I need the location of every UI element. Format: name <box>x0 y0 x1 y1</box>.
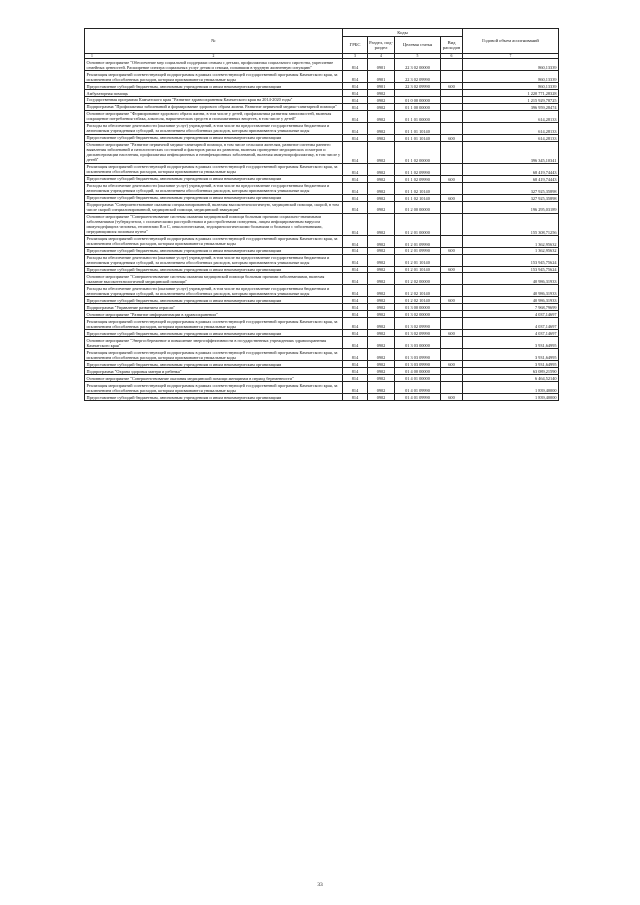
row-section-code: 0902 <box>368 285 395 297</box>
row-description: Реализация мероприятий соответствующей подпрограммы в рамках соответствующей государственной программы Камчатского края, за исключением обособленных расходов, которым присваиваются уникальные коды <box>85 349 343 361</box>
row-target-article: 01 1 01 00000 <box>395 110 441 122</box>
row-amount: 40 986,31933 <box>463 285 559 297</box>
row-amount: 1 362,95632 <box>463 235 559 247</box>
table-row <box>85 273 559 285</box>
row-section-code: 0902 <box>368 96 395 103</box>
row-description: Предоставление субсидий бюджетным, автономным учреждениям и иным некоммерческим организациям <box>85 82 343 89</box>
column-number-4: 4 <box>368 54 395 59</box>
row-amount: 7 968,79699 <box>463 304 559 311</box>
table-row <box>85 254 559 266</box>
row-grbs-code: 814 <box>343 304 368 311</box>
row-section-code: 0902 <box>368 103 395 110</box>
row-amount: 6 464,52140 <box>463 375 559 382</box>
row-section-code: 0902 <box>368 273 395 285</box>
row-grbs-code: 814 <box>343 141 368 163</box>
table-row <box>85 122 559 134</box>
row-expense-type <box>441 337 463 349</box>
row-description: Расходы на обеспечение деятельности (оказание услуг) учреждений, в том числе на предоставление государственным бюджетным и автономным учреждениям субсидий, за исключением обособленных расходов, которым присваиваются уникальные коды <box>85 254 343 266</box>
row-amount: 396 345,10341 <box>463 141 559 163</box>
budget-table-sheet <box>84 28 558 401</box>
row-section-code: 0902 <box>368 213 395 235</box>
row-expense-type <box>441 318 463 330</box>
row-section-code: 0902 <box>368 318 395 330</box>
row-target-article: 01 2 01 00000 <box>395 213 441 235</box>
row-target-article: 01 3 02 09990 <box>395 330 441 337</box>
row-section-code: 0901 <box>368 82 395 89</box>
row-section-code: 0902 <box>368 182 395 194</box>
row-target-article: 01 1 01 10140 <box>395 134 441 141</box>
table-row <box>85 349 559 361</box>
row-expense-type <box>441 163 463 175</box>
row-grbs-code: 814 <box>343 89 368 96</box>
row-amount: 614,28133 <box>463 110 559 122</box>
row-expense-type: 600 <box>441 175 463 182</box>
row-section-code: 0902 <box>368 297 395 304</box>
row-grbs-code: 814 <box>343 266 368 273</box>
row-target-article: 01 3 00 00000 <box>395 304 441 311</box>
row-expense-type: 600 <box>441 247 463 254</box>
column-number-3: 3 <box>343 54 368 59</box>
row-description: Предоставление субсидий бюджетным, автономным учреждениям и иным некоммерческим организациям <box>85 175 343 182</box>
table-row <box>85 393 559 400</box>
row-description: Предоставление субсидий бюджетным, автономным учреждениям и иным некоммерческим организациям <box>85 297 343 304</box>
row-expense-type <box>441 182 463 194</box>
row-description: Предоставление субсидий бюджетным, автономным учреждениям и иным некоммерческим организациям <box>85 134 343 141</box>
row-amount: 196 295,03189 <box>463 201 559 213</box>
row-amount: 153 945,75624 <box>463 266 559 273</box>
column-number-1: 1 <box>91 54 93 58</box>
table-row <box>85 213 559 235</box>
row-description: Предоставление субсидий бюджетным, автономным учреждениям и иным некоммерческим организациям <box>85 330 343 337</box>
row-grbs-code: 814 <box>343 285 368 297</box>
row-description: Основное мероприятие "Формирование здорового образа жизни, в том числе у детей, профилактика развития зависимостей, включая сокращение потребления табака, алкоголя, наркотических средств и психоактивных веществ, в том числе у детей" <box>85 110 343 122</box>
row-grbs-code: 814 <box>343 122 368 134</box>
table-row <box>85 235 559 247</box>
row-grbs-code: 814 <box>343 235 368 247</box>
column-number-7: 7 <box>463 54 559 59</box>
table-row <box>85 247 559 254</box>
row-target-article: 01 2 01 09990 <box>395 247 441 254</box>
row-description: Реализация мероприятий соответствующей подпрограммы в рамках соответствующей государственной программы Камчатского края, за исключением обособленных расходов, которым присваиваются уникальные коды <box>85 163 343 175</box>
row-section-code: 0902 <box>368 175 395 182</box>
row-description: Основное мероприятие "Развитие первичной медико-санитарной помощи, в том числе сельским жителям, развитие системы раннего выявления заболеваний и патологических состояний и факторов риска их развития, включая проведение медицинских осмотров и диспансеризации населения, профилактика инфекционных и неинфекционных заболеваний, включая иммунопрофилактику, в том числе у детей" <box>85 141 343 163</box>
row-expense-type: 600 <box>441 297 463 304</box>
row-amount: 327 925,35898 <box>463 194 559 201</box>
header-section: Раздел, под-раздел <box>368 37 395 54</box>
row-expense-type <box>441 235 463 247</box>
row-amount: 1 215 929,78725 <box>463 96 559 103</box>
row-section-code: 0902 <box>368 194 395 201</box>
header-expense-type: Вид расходов <box>441 37 463 54</box>
row-amount: 614,28133 <box>463 122 559 134</box>
row-section-code: 0902 <box>368 311 395 318</box>
row-amount: 68 419,74443 <box>463 163 559 175</box>
row-section-code: 0901 <box>368 70 395 82</box>
header-codes: Коды <box>343 29 463 37</box>
row-grbs-code: 814 <box>343 175 368 182</box>
row-grbs-code: 814 <box>343 194 368 201</box>
column-number-1-2 <box>85 54 343 59</box>
row-target-article <box>395 89 441 96</box>
row-expense-type <box>441 311 463 318</box>
row-grbs-code: 814 <box>343 254 368 266</box>
row-target-article: 01 3 02 00000 <box>395 311 441 318</box>
row-expense-type: 600 <box>441 82 463 89</box>
row-section-code: 0902 <box>368 141 395 163</box>
row-amount: 1 220 771,28328 <box>463 89 559 96</box>
table-row <box>85 304 559 311</box>
table-row <box>85 337 559 349</box>
row-amount: 327 925,35898 <box>463 182 559 194</box>
row-target-article: 01 3 03 09990 <box>395 361 441 368</box>
table-row <box>85 361 559 368</box>
row-grbs-code: 814 <box>343 337 368 349</box>
header-annual-volume: Годовой объем ассигнований <box>463 29 559 54</box>
page-number: 33 <box>317 882 323 888</box>
row-description: Основное мероприятие "Совершенствование системы оказания медицинской помощи больным прочими заболеваниями, включая оказание высокотехнологичной медицинской помощи" <box>85 273 343 285</box>
table-row <box>85 285 559 297</box>
row-target-article: 01 2 00 00000 <box>395 201 441 213</box>
row-amount: 155 308,71256 <box>463 213 559 235</box>
table-row <box>85 59 559 71</box>
row-section-code: 0902 <box>368 110 395 122</box>
column-number-5: 5 <box>395 54 441 59</box>
row-target-article: 22 3 02 09990 <box>395 70 441 82</box>
row-expense-type <box>441 285 463 297</box>
table-row <box>85 297 559 304</box>
row-description: Основное мероприятие "Энергосбережение и повышение энергоэффективности в государственных учреждениях здравоохранения Камчатского края" <box>85 337 343 349</box>
table-row <box>85 194 559 201</box>
row-expense-type <box>441 273 463 285</box>
row-description: Реализация мероприятий соответствующей подпрограммы в рамках соответствующей государственной программы Камчатского края, за исключением обособленных расходов, которым присваиваются уникальные коды <box>85 381 343 393</box>
row-target-article: 22 3 02 09990 <box>395 82 441 89</box>
row-expense-type <box>441 381 463 393</box>
row-grbs-code: 814 <box>343 247 368 254</box>
row-grbs-code: 814 <box>343 110 368 122</box>
row-section-code: 0902 <box>368 247 395 254</box>
row-grbs-code: 814 <box>343 297 368 304</box>
row-section-code: 0902 <box>368 235 395 247</box>
row-target-article: 01 2 01 10140 <box>395 254 441 266</box>
row-target-article: 01 2 02 10140 <box>395 297 441 304</box>
row-target-article: 01 1 00 00000 <box>395 103 441 110</box>
row-expense-type <box>441 213 463 235</box>
row-amount: 3 931,64995 <box>463 349 559 361</box>
row-description: Предоставление субсидий бюджетным, автономным учреждениям и иным некоммерческим организациям <box>85 361 343 368</box>
row-target-article: 22 3 02 00000 <box>395 59 441 71</box>
row-section-code: 0902 <box>368 361 395 368</box>
row-amount: 1 839,40000 <box>463 381 559 393</box>
header-number: № <box>85 29 343 54</box>
column-number-6: 6 <box>441 54 463 59</box>
row-grbs-code: 814 <box>343 393 368 400</box>
row-description: Подпрограмма "Управление развитием отрасли" <box>85 304 343 311</box>
row-section-code: 0901 <box>368 59 395 71</box>
row-grbs-code: 814 <box>343 318 368 330</box>
row-grbs-code: 814 <box>343 330 368 337</box>
row-description: Подпрограмма "Охрана здоровья матери и ребенка" <box>85 368 343 375</box>
table-row <box>85 318 559 330</box>
row-grbs-code: 814 <box>343 59 368 71</box>
row-description: Предоставление субсидий бюджетным, автономным учреждениям и иным некоммерческим организациям <box>85 393 343 400</box>
row-section-code: 0902 <box>368 254 395 266</box>
row-description: Реализация мероприятий соответствующей подпрограммы в рамках соответствующей государственной программы Камчатского края, за исключением обособленных расходов, которым присваиваются уникальные коды <box>85 318 343 330</box>
row-target-article: 01 4 01 09990 <box>395 393 441 400</box>
row-target-article: 01 0 00 00000 <box>395 96 441 103</box>
row-amount: 4 037,14697 <box>463 318 559 330</box>
row-expense-type: 600 <box>441 194 463 201</box>
row-expense-type <box>441 368 463 375</box>
row-amount: 860,13339 <box>463 70 559 82</box>
row-expense-type <box>441 59 463 71</box>
row-target-article: 01 2 01 10140 <box>395 266 441 273</box>
row-target-article: 01 1 02 00000 <box>395 141 441 163</box>
row-amount: 3 931,64995 <box>463 361 559 368</box>
row-amount: 4 037,14697 <box>463 311 559 318</box>
row-section-code: 0902 <box>368 122 395 134</box>
row-grbs-code: 814 <box>343 163 368 175</box>
table-row <box>85 96 559 103</box>
table-row <box>85 368 559 375</box>
table-row <box>85 175 559 182</box>
row-description: Подпрограмма "Совершенствование оказания специализированной, включая высокотехнологичную, медицинской помощи, скорой, в том числе скорой специализированной, медицинской помощи, медицинской эвакуации" <box>85 201 343 213</box>
column-number-2: 2 <box>212 54 215 58</box>
row-section-code: 0902 <box>368 381 395 393</box>
row-amount: 63 089,21590 <box>463 368 559 375</box>
table-row <box>85 134 559 141</box>
row-amount: 860,13339 <box>463 82 559 89</box>
row-section-code: 0902 <box>368 337 395 349</box>
table-row <box>85 375 559 382</box>
row-grbs-code: 814 <box>343 368 368 375</box>
row-target-article: 01 1 01 10140 <box>395 122 441 134</box>
row-description: Предоставление субсидий бюджетным, автономным учреждениям и иным некоммерческим организациям <box>85 247 343 254</box>
row-grbs-code: 814 <box>343 213 368 235</box>
row-section-code: 0902 <box>368 201 395 213</box>
table-row <box>85 103 559 110</box>
row-grbs-code: 814 <box>343 70 368 82</box>
row-section-code: 0902 <box>368 134 395 141</box>
row-section-code: 0902 <box>368 349 395 361</box>
row-description: Основное мероприятие "Совершенствование системы оказания медицинской помощи больным прочими социально-значимыми заболеваниями (туберкулезом, с психическими расстройствами и расстройствами поведения, лицам инфицированным вирусом иммунодефицита человека, гепатитами В и С, онкологическими, эндокринологическими больными и больным с заболеваниями, передающимися половым путем" <box>85 213 343 235</box>
row-expense-type <box>441 254 463 266</box>
row-amount: 68 419,74443 <box>463 175 559 182</box>
row-expense-type <box>441 375 463 382</box>
row-amount: 614,28133 <box>463 134 559 141</box>
row-grbs-code: 814 <box>343 103 368 110</box>
table-row <box>85 266 559 273</box>
row-section-code: 0902 <box>368 368 395 375</box>
budget-table <box>84 28 559 401</box>
row-grbs-code: 814 <box>343 349 368 361</box>
row-amount: 396 959,28474 <box>463 103 559 110</box>
row-expense-type <box>441 304 463 311</box>
row-expense-type: 600 <box>441 134 463 141</box>
row-amount: 1 362,95632 <box>463 247 559 254</box>
row-description: Расходы на обеспечение деятельности (оказание услуг) учреждений, в том числе на предоставление государственным бюджетным и автономным учреждениям субсидий, за исключением обособленных расходов, которым присваиваются уникальные коды <box>85 182 343 194</box>
row-target-article: 01 4 01 00000 <box>395 375 441 382</box>
row-amount: 3 931,64995 <box>463 337 559 349</box>
row-description: Предоставление субсидий бюджетным, автономным учреждениям и иным некоммерческим организациям <box>85 194 343 201</box>
row-expense-type <box>441 201 463 213</box>
row-target-article: 01 4 00 00000 <box>395 368 441 375</box>
row-target-article: 01 1 02 09990 <box>395 175 441 182</box>
row-expense-type: 600 <box>441 330 463 337</box>
row-section-code: 0902 <box>368 266 395 273</box>
row-amount: 153 945,75624 <box>463 254 559 266</box>
row-expense-type <box>441 122 463 134</box>
table-row <box>85 89 559 96</box>
row-expense-type: 600 <box>441 393 463 400</box>
row-description: Основное мероприятие "Обеспечение мер социальной поддержки семьям с детьми, профилактика социального сиротства, укрепление семейных ценностей. Расширение спектра социальных услуг детям и семьям, попавшим в трудную жизненную ситуацию" <box>85 59 343 71</box>
row-expense-type: 600 <box>441 266 463 273</box>
row-target-article: 01 4 01 09990 <box>395 381 441 393</box>
table-row <box>85 311 559 318</box>
row-grbs-code: 814 <box>343 311 368 318</box>
table-row <box>85 182 559 194</box>
row-target-article: 01 1 02 10140 <box>395 194 441 201</box>
row-grbs-code: 814 <box>343 381 368 393</box>
table-row <box>85 330 559 337</box>
row-description: Основное мероприятие "Развитие информатизации в здравоохранении" <box>85 311 343 318</box>
table-row <box>85 110 559 122</box>
row-amount: 860,13339 <box>463 59 559 71</box>
row-section-code: 0902 <box>368 393 395 400</box>
row-grbs-code: 814 <box>343 134 368 141</box>
row-section-code: 0902 <box>368 163 395 175</box>
row-section-code: 0902 <box>368 304 395 311</box>
row-target-article: 01 1 02 09990 <box>395 163 441 175</box>
row-grbs-code: 814 <box>343 182 368 194</box>
row-expense-type <box>441 349 463 361</box>
row-target-article: 01 2 02 00000 <box>395 273 441 285</box>
row-description: Подпрограмма "Профилактика заболеваний и формирование здорового образа жизни. Развитие первичной медико-санитарной помощи" <box>85 103 343 110</box>
row-description: Реализация мероприятий соответствующей подпрограммы в рамках соответствующей государственной программы Камчатского края, за исключением обособленных расходов, которым присваиваются уникальные коды <box>85 235 343 247</box>
row-section-code: 0902 <box>368 89 395 96</box>
row-grbs-code: 814 <box>343 82 368 89</box>
row-amount: 1 839,40000 <box>463 393 559 400</box>
table-row <box>85 141 559 163</box>
row-description: Расходы на обеспечение деятельности (оказание услуг) учреждений, в том числе на предоставление государственным бюджетным и автономным учреждениям субсидий, за исключением обособленных расходов, которым присваиваются уникальные коды <box>85 122 343 134</box>
table-row <box>85 163 559 175</box>
row-description: Государственная программа Камчатского края "Развитие здравоохранения Камчатского края на 2014-2020 годы" <box>85 96 343 103</box>
header-target-article: Целевая статья <box>395 37 441 54</box>
table-row <box>85 381 559 393</box>
row-grbs-code: 814 <box>343 361 368 368</box>
header-grbs: ГРБС <box>343 37 368 54</box>
row-target-article: 01 2 01 09990 <box>395 235 441 247</box>
row-section-code: 0902 <box>368 375 395 382</box>
table-row <box>85 201 559 213</box>
row-amount: 4 037,14697 <box>463 330 559 337</box>
row-grbs-code: 814 <box>343 201 368 213</box>
row-description: Основное мероприятие "Совершенствование оказания медицинской помощи женщинам в период беременности" <box>85 375 343 382</box>
row-expense-type <box>441 96 463 103</box>
row-description: Предоставление субсидий бюджетным, автономным учреждениям и иным некоммерческим организациям <box>85 266 343 273</box>
table-row <box>85 82 559 89</box>
row-description: Расходы на обеспечение деятельности (оказание услуг) учреждений, в том числе на предоставление государственным бюджетным и автономным учреждениям субсидий, за исключением обособленных расходов, которым присваиваются уникальные коды <box>85 285 343 297</box>
row-expense-type: 600 <box>441 361 463 368</box>
row-section-code: 0902 <box>368 330 395 337</box>
row-description: Амбулаторная помощь <box>85 89 343 96</box>
row-expense-type <box>441 70 463 82</box>
row-target-article: 01 3 03 00000 <box>395 337 441 349</box>
row-description: Реализация мероприятий соответствующей подпрограммы в рамках соответствующей государственной программы Камчатского края, за исключением обособленных расходов, которым присваиваются уникальные коды <box>85 70 343 82</box>
row-target-article: 01 2 02 10140 <box>395 285 441 297</box>
row-grbs-code: 814 <box>343 375 368 382</box>
row-amount: 40 986,31933 <box>463 273 559 285</box>
row-target-article: 01 3 02 09990 <box>395 318 441 330</box>
row-amount: 40 986,31933 <box>463 297 559 304</box>
row-grbs-code: 814 <box>343 273 368 285</box>
row-expense-type <box>441 103 463 110</box>
row-target-article: 01 3 03 09990 <box>395 349 441 361</box>
row-grbs-code: 814 <box>343 96 368 103</box>
table-row <box>85 70 559 82</box>
row-expense-type <box>441 110 463 122</box>
row-expense-type <box>441 141 463 163</box>
row-expense-type <box>441 89 463 96</box>
row-target-article: 01 1 02 10140 <box>395 182 441 194</box>
